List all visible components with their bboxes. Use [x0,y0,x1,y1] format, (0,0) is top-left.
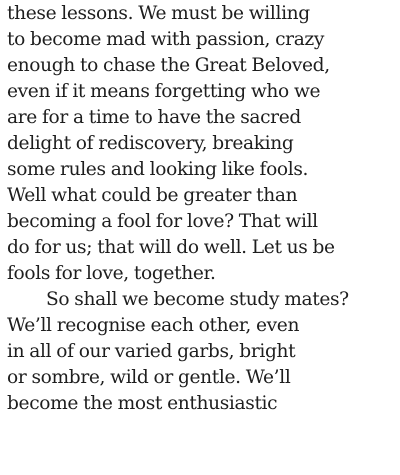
text-line: enough to chase the Great Beloved, [7,55,330,76]
text-line: some rules and looking like fools. [7,159,309,180]
text-line: So shall we become study mates? [46,289,349,310]
text-line: fools for love, together. [7,263,216,284]
text-line: in all of our varied garbs, bright [7,341,296,362]
text-line: to become mad with passion, crazy [7,29,325,50]
text-line: become the most enthusiastic [7,393,278,414]
text-line: even if it means forgetting who we [7,81,321,102]
text-line: becoming a fool for love? That will [7,211,318,232]
text-line: are for a time to have the sacred [7,107,301,128]
text-line: We’ll recognise each other, even [7,315,300,336]
text-line: or sombre, wild or gentle. We’ll [7,367,291,388]
text-line: delight of rediscovery, breaking [7,133,294,154]
text-line: do for us; that will do well. Let us be [7,237,335,258]
text-line: Well what could be greater than [7,185,298,206]
text-line: these lessons. We must be willing [7,3,310,24]
